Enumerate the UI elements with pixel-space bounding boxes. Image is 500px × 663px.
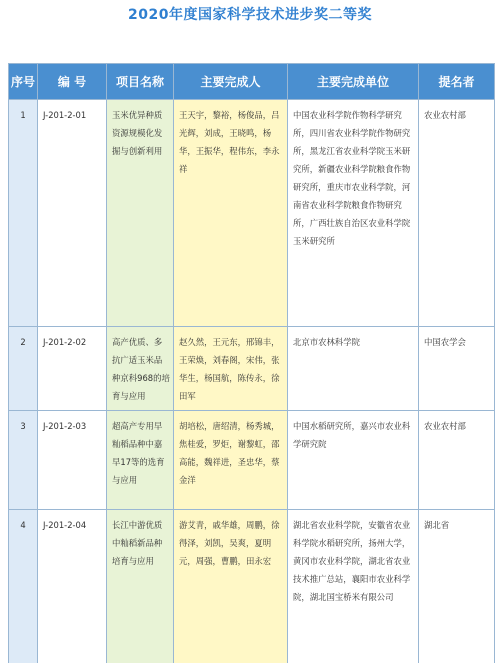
awards-table [8, 63, 495, 663]
cell-nominator: 农业农村部 [419, 411, 495, 510]
header-project: 项目名称 [107, 64, 174, 100]
cell-units: 中国农业科学院作物科学研究所，四川省农业科学院作物研究所，黑龙江省农业科学院玉米研究所，新疆农业科学院粮食作物研究所，重庆市农业科学院，河南省农业科学院粮食作物研究所，广西壮族自治区农业科学院玉米研究所 [288, 100, 419, 327]
header-units: 主要完成单位 [288, 64, 419, 100]
cell-nominator: 中国农学会 [419, 327, 495, 411]
header-code: 编 号 [38, 64, 107, 100]
table-row [9, 411, 495, 510]
cell-project: 超高产专用早籼稻品种中嘉早17等的选育与应用 [107, 411, 174, 510]
header-people: 主要完成人 [174, 64, 288, 100]
cell-people: 王天宇，黎裕，杨俊品，吕光辉，刘成，王晓鸣，杨华，王振华，程伟东，李永祥 [174, 100, 288, 327]
cell-nominator: 湖北省 [419, 510, 495, 663]
cell-project: 长江中游优质中籼稻新品种培育与应用 [107, 510, 174, 663]
cell-code: J-201-2-01 [38, 100, 107, 327]
cell-seq: 3 [9, 411, 38, 510]
header-nominator: 提名者 [419, 64, 495, 100]
table-row [9, 100, 495, 327]
cell-units: 北京市农林科学院 [288, 327, 419, 411]
cell-code: J-201-2-02 [38, 327, 107, 411]
header-seq: 序号 [9, 64, 38, 100]
cell-people: 赵久然，王元东，邢锦丰，王荣焕，刘春阁，宋伟，张华生，杨国航，陈传永，徐田军 [174, 327, 288, 411]
cell-code: J-201-2-04 [38, 510, 107, 663]
cell-project: 高产优质、多抗广适玉米品种京科968的培育与应用 [107, 327, 174, 411]
cell-units: 湖北省农业科学院，安徽省农业科学院水稻研究所，扬州大学，黄冈市农业科学院，湖北省农业技术推广总站，襄阳市农业科学院，湖北国宝桥米有限公司 [288, 510, 419, 663]
page-title: 2020年度国家科学技术进步奖二等奖 [128, 7, 372, 23]
table-header-row [9, 64, 495, 100]
table-row [9, 510, 495, 663]
cell-units: 中国水稻研究所，嘉兴市农业科学研究院 [288, 411, 419, 510]
cell-code: J-201-2-03 [38, 411, 107, 510]
cell-seq: 4 [9, 510, 38, 663]
table-row [9, 327, 495, 411]
cell-seq: 2 [9, 327, 38, 411]
cell-project: 玉米优异种质资源规模化发掘与创新利用 [107, 100, 174, 327]
cell-seq: 1 [9, 100, 38, 327]
cell-people: 游艾青，戚华雄，周鹏，徐得泽，刘凯，吴爽，夏明元，周强，曹鹏，田永宏 [174, 510, 288, 663]
cell-nominator: 农业农村部 [419, 100, 495, 327]
cell-people: 胡培松，唐绍清，杨秀城，焦桂爱，罗炬，谢黎虹，邵高能，魏祥进，圣忠华，蔡金洋 [174, 411, 288, 510]
